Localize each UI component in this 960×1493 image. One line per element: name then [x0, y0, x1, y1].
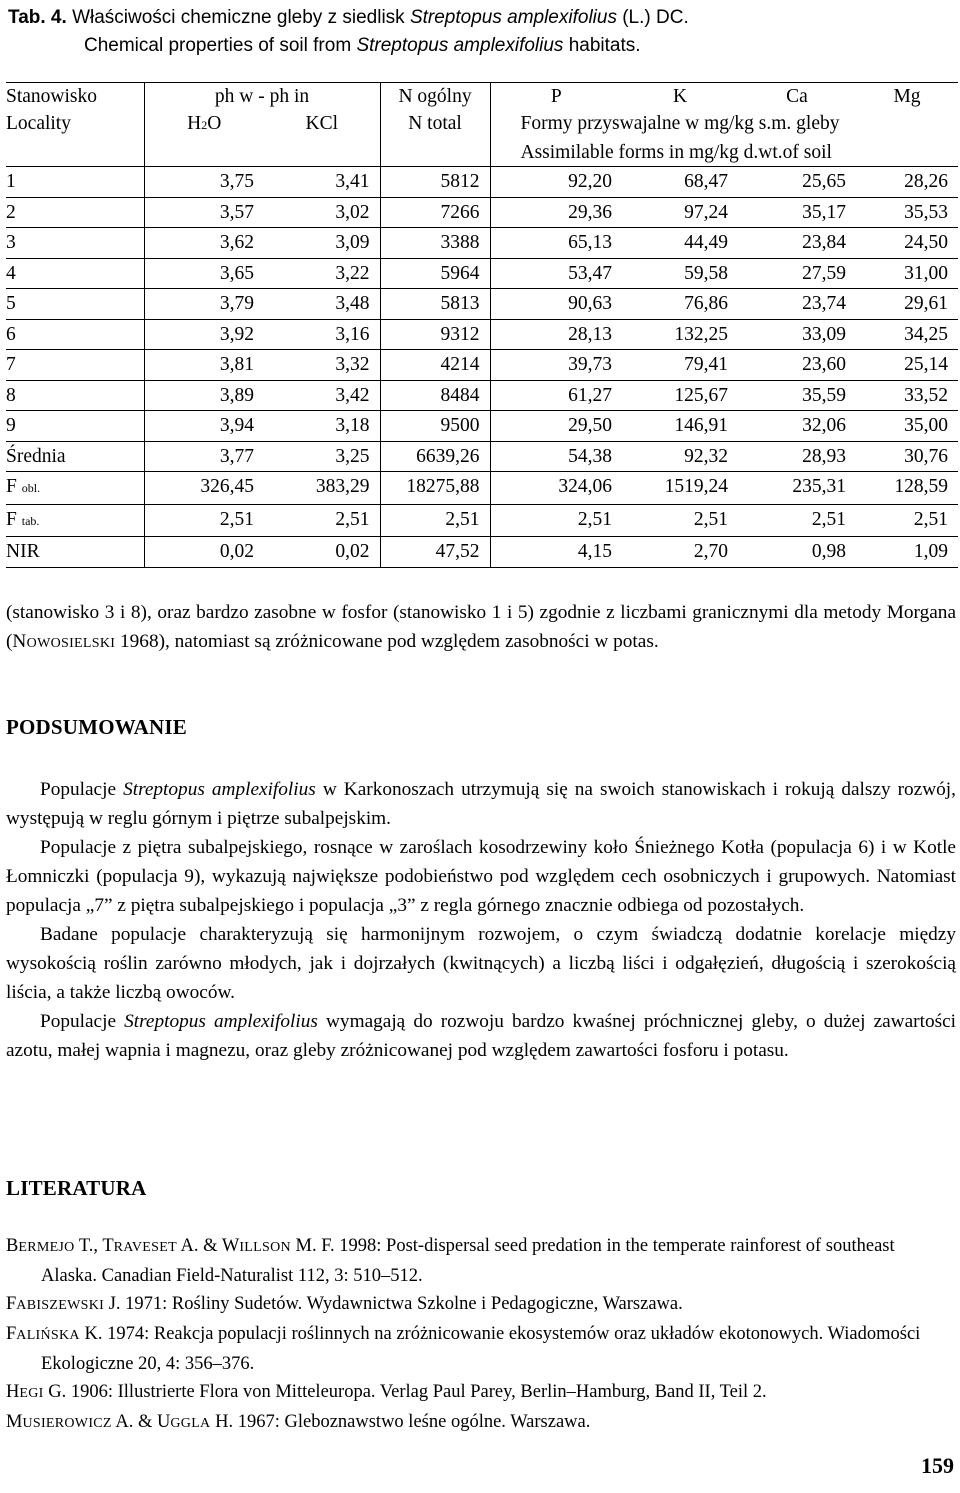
cell-n: 6639,26: [380, 441, 490, 472]
caption-author: (L.) DC.: [622, 7, 689, 28]
cell-kcl: 3,48: [264, 289, 380, 320]
cell-k: 79,41: [622, 350, 738, 381]
cell-h2o: 326,45: [144, 472, 264, 505]
caption-label: Tab. 4.: [8, 7, 67, 28]
cell-p: 28,13: [490, 319, 622, 350]
header-stanowisko: Stanowisko: [6, 83, 144, 111]
header-p: P: [490, 83, 622, 111]
cell-h2o: 3,79: [144, 289, 264, 320]
header-n-total: N total: [380, 110, 490, 139]
header-formy: Formy przyswajalne w mg/kg s.m. gleby: [490, 110, 958, 139]
cell-kcl: 3,41: [264, 167, 380, 198]
cell-k: 44,49: [622, 228, 738, 259]
summary-section: [6, 775, 956, 1065]
page-number: 159: [921, 1453, 954, 1478]
cell-p: 61,27: [490, 380, 622, 411]
cell-kcl: 3,22: [264, 258, 380, 289]
cell-p: 92,20: [490, 167, 622, 198]
table-row: [6, 472, 958, 505]
cell-kcl: 383,29: [264, 472, 380, 505]
cell-kcl: 3,02: [264, 197, 380, 228]
caption-species: Streptopus amplexifolius: [409, 7, 617, 28]
cell-ca: 28,93: [738, 441, 856, 472]
cell-ca: 23,74: [738, 289, 856, 320]
header-ph: ph w - ph in: [144, 83, 380, 111]
header-ca: Ca: [738, 83, 856, 111]
cell-mg: 1,09: [856, 537, 958, 568]
cell-h2o: 3,81: [144, 350, 264, 381]
cell-mg: 24,50: [856, 228, 958, 259]
table-row: [6, 258, 958, 289]
cell-mg: 35,00: [856, 411, 958, 442]
table-row: [6, 380, 958, 411]
header-row-2: [6, 110, 958, 139]
cell-n: 3388: [380, 228, 490, 259]
caption-end: habitats.: [568, 35, 641, 56]
header-mg: Mg: [856, 83, 958, 111]
cell-ca: 33,09: [738, 319, 856, 350]
heading-summary: PODSUMOWANIE: [6, 715, 187, 739]
header-h2o: H2O: [144, 110, 264, 139]
cell-k: 132,25: [622, 319, 738, 350]
cell-k: 2,70: [622, 537, 738, 568]
cell-mg: 25,14: [856, 350, 958, 381]
cell-kcl: 3,16: [264, 319, 380, 350]
cell-n: 5813: [380, 289, 490, 320]
summary-paragraph-1: Populacje Streptopus amplexifolius w Karkonoszach utrzymują się na swoich stanowiskach i rokują dalszy rozwój, występują w reglu górnym i piętrze subalpejskim.: [6, 779, 956, 829]
cell-kcl: 2,51: [264, 504, 380, 537]
cell-p: 65,13: [490, 228, 622, 259]
cell-h2o: 3,94: [144, 411, 264, 442]
cell-ca: 27,59: [738, 258, 856, 289]
table-caption: [8, 4, 689, 60]
cell-k: 146,91: [622, 411, 738, 442]
reference-item: FABISZEWSKI J. 1971: Rośliny Sudetów. Wydawnictwa Szkolne i Pedagogiczne, Warszawa.: [6, 1294, 683, 1314]
cell-kcl: 0,02: [264, 537, 380, 568]
reference-item: HEGI G. 1906: Illustrierte Flora von Mitteleuropa. Verlag Paul Parey, Berlin–Hamburg, Band II, Teil 2.: [6, 1382, 767, 1402]
cell-kcl: 3,32: [264, 350, 380, 381]
cell-k: 68,47: [622, 167, 738, 198]
table-row: [6, 411, 958, 442]
cell-n: 5964: [380, 258, 490, 289]
cell-ca: 35,17: [738, 197, 856, 228]
cell-n: 7266: [380, 197, 490, 228]
cell-locality: 3: [6, 228, 144, 259]
summary-paragraph-2: Populacje z piętra subalpejskiego, rosnące w zaroślach kosodrzewiny koło Śnieżnego Kotła (populacja 6) i w Kotle Łomniczki (populacja 9), wykazują największe podobieństwo pod względem cech osobniczych i grupowych. Natomiast populacja „7” z piętra subalpejskiego i populacja „3” z regla górnego znacznie odbiega od pozostałych.: [6, 837, 956, 916]
heading-literature: LITERATURA: [6, 1176, 147, 1200]
cell-p: 39,73: [490, 350, 622, 381]
cell-mg: 34,25: [856, 319, 958, 350]
table-body: [6, 167, 958, 568]
cell-mg: 2,51: [856, 504, 958, 537]
cell-locality: 8: [6, 380, 144, 411]
cell-ca: 35,59: [738, 380, 856, 411]
cell-locality: 4: [6, 258, 144, 289]
cell-mg: 128,59: [856, 472, 958, 505]
cell-n: 9500: [380, 411, 490, 442]
cell-ca: 0,98: [738, 537, 856, 568]
cell-p: 324,06: [490, 472, 622, 505]
header-row-1: [6, 83, 958, 111]
table-row: [6, 167, 958, 198]
cell-n: 2,51: [380, 504, 490, 537]
table-row: [6, 319, 958, 350]
cell-ca: 25,65: [738, 167, 856, 198]
table-row: [6, 228, 958, 259]
header-kcl: KCl: [305, 113, 338, 134]
summary-paragraph-3: Badane populacje charakteryzują się harmonijnym rozwojem, o czym świadczą dodatnie korelacje między wysokością roślin zarówno młodych, jak i dojrzałych (kwitnących) a liczbą liści i odgałęzień, długością i szerokością liścia, a także liczbą owoców.: [6, 924, 956, 1003]
caption-line-1: [8, 4, 689, 32]
cell-n: 4214: [380, 350, 490, 381]
cell-locality: 9: [6, 411, 144, 442]
cell-k: 2,51: [622, 504, 738, 537]
body-text: [6, 598, 956, 658]
header-row-3: [6, 139, 958, 167]
table-row: [6, 537, 958, 568]
reference-item: MUSIEROWICZ A. & UGGLA H. 1967: Gleboznawstwo leśne ogólne. Warszawa.: [6, 1412, 591, 1432]
cell-p: 29,36: [490, 197, 622, 228]
cell-k: 76,86: [622, 289, 738, 320]
cell-k: 97,24: [622, 197, 738, 228]
cell-n: 5812: [380, 167, 490, 198]
cell-ca: 32,06: [738, 411, 856, 442]
table-row: [6, 504, 958, 537]
cell-mg: 30,76: [856, 441, 958, 472]
reference-item: BERMEJO T., TRAVESET A. & WILLSON M. F. 1998: Post-dispersal seed predation in the temperate rainforest of southeast Alaska. Canadian Field-Naturalist 112, 3: 510–512.: [6, 1236, 895, 1286]
cell-k: 125,67: [622, 380, 738, 411]
cell-k: 1519,24: [622, 472, 738, 505]
header-n-ogolny: N ogólny: [380, 83, 490, 111]
cell-n: 47,52: [380, 537, 490, 568]
cell-n: 9312: [380, 319, 490, 350]
soil-properties-table: [6, 82, 958, 568]
cell-p: 53,47: [490, 258, 622, 289]
caption-text-en: Chemical properties of soil from: [84, 35, 352, 56]
cell-ca: 235,31: [738, 472, 856, 505]
caption-line-2: [8, 32, 689, 60]
cell-p: 2,51: [490, 504, 622, 537]
cell-p: 4,15: [490, 537, 622, 568]
header-assimilable: Assimilable forms in mg/kg d.wt.of soil: [490, 139, 958, 167]
reference-list: [6, 1232, 946, 1438]
header-k: K: [622, 83, 738, 111]
cell-locality: NIR: [6, 537, 144, 568]
cell-k: 59,58: [622, 258, 738, 289]
cell-locality: 6: [6, 319, 144, 350]
cell-mg: 29,61: [856, 289, 958, 320]
cell-mg: 33,52: [856, 380, 958, 411]
table-row: [6, 197, 958, 228]
cell-h2o: 3,75: [144, 167, 264, 198]
cell-locality: 2: [6, 197, 144, 228]
header-locality: Locality: [6, 113, 71, 134]
cell-n: 8484: [380, 380, 490, 411]
cell-h2o: 3,62: [144, 228, 264, 259]
cell-h2o: 2,51: [144, 504, 264, 537]
cell-kcl: 3,09: [264, 228, 380, 259]
cell-mg: 28,26: [856, 167, 958, 198]
cell-ca: 23,60: [738, 350, 856, 381]
table-row: [6, 441, 958, 472]
cell-locality: 5: [6, 289, 144, 320]
caption-species-en: Streptopus amplexifolius: [356, 35, 564, 56]
summary-paragraph-4: Populacje Streptopus amplexifolius wymagają do rozwoju bardzo kwaśnej próchnicznej gleby, o dużej zawartości azotu, małej wapnia i magnezu, oraz gleby zróżnicowanej pod względem zawartości fosforu i potasu.: [6, 1011, 956, 1061]
reference-item: FALIŃSKA K. 1974: Reakcja populacji roślinnych na zróżnicowanie ekosystemów oraz układów ekotonowych. Wiadomości Ekologiczne 20, 4: 356–376.: [6, 1324, 921, 1374]
cell-locality: Średnia: [6, 441, 144, 472]
cell-p: 90,63: [490, 289, 622, 320]
cell-h2o: 3,57: [144, 197, 264, 228]
cell-locality: 7: [6, 350, 144, 381]
cell-p: 54,38: [490, 441, 622, 472]
cell-h2o: 3,89: [144, 380, 264, 411]
cell-locality: 1: [6, 167, 144, 198]
cell-mg: 35,53: [856, 197, 958, 228]
cell-h2o: 3,77: [144, 441, 264, 472]
cell-n: 18275,88: [380, 472, 490, 505]
cell-kcl: 3,42: [264, 380, 380, 411]
cell-ca: 2,51: [738, 504, 856, 537]
cell-h2o: 3,65: [144, 258, 264, 289]
cell-k: 92,32: [622, 441, 738, 472]
table-row: [6, 289, 958, 320]
cell-h2o: 0,02: [144, 537, 264, 568]
table-row: [6, 350, 958, 381]
cell-h2o: 3,92: [144, 319, 264, 350]
cell-kcl: 3,18: [264, 411, 380, 442]
cell-locality: F obl.: [6, 472, 144, 505]
caption-text-pl: Właściwości chemiczne gleby z siedlisk: [72, 7, 405, 28]
author-nowosielski: NOWOSIELSKI: [12, 631, 116, 652]
cell-p: 29,50: [490, 411, 622, 442]
cell-mg: 31,00: [856, 258, 958, 289]
cell-ca: 23,84: [738, 228, 856, 259]
cell-kcl: 3,25: [264, 441, 380, 472]
intro-paragraph: (stanowisko 3 i 8), oraz bardzo zasobne w fosfor (stanowisko 1 i 5) zgodnie z liczbami granicznymi dla metody Morgana (NOWOSIELSKI 1968), natomiast są zróżnicowane pod względem zasobności w potas.: [6, 602, 956, 652]
cell-locality: F tab.: [6, 504, 144, 537]
